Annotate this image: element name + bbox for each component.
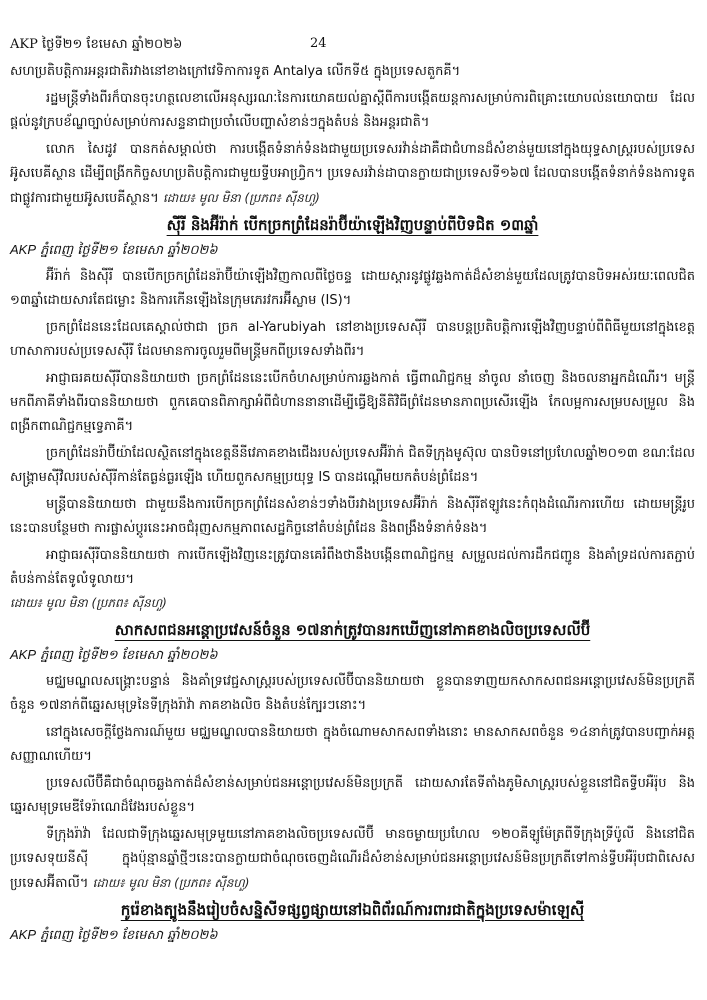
article-2-dateline-agency: AKP [10, 647, 37, 662]
article-3-title: កូរ៉េខាងត្បូងនឹងរៀបចំសន្និសីទផ្សព្វផ្សាយនៅឯពិព័រណ៍ការពារជាតិក្នុងប្រទេសម៉ាឡេស៊ី [120, 901, 585, 919]
header-dateline: AKP ថ្ងៃទី២១ ខែមេសា ឆ្នាំ២០២៦ [10, 37, 183, 52]
article-2-dateline [10, 643, 695, 668]
article-1-dateline-text: ភ្នំពេញ ថ្ងៃទី២១ ខែមេសា ឆ្នាំ២០២៦ [40, 243, 218, 258]
article-1-title: ស៊ីរី និងអ៊ីរ៉ាក់ បើកច្រកព្រំដែនរ៉ាប៊ីយ៉ាឡើងវិញបន្ទាប់ពីបិទជិត ១៣ឆ្នាំ [166, 216, 539, 234]
article-1-paragraph-2: ច្រកព្រំដែននេះដែលគេស្គាល់ថាជា ច្រក al-Yarubiyah នៅខាងប្រទេសស៊ីរី បានបន្តប្រតិបត្តិការឡើងវិញបន្ទាប់ពីពិធីមួយនៅក្នុងខេត្តហាសាការបស់ប្រទេសស៊ីរី ដែលមានការចូលរួមពីមន្ត្រីមកពីប្រទេសទាំងពីរ។ [10, 320, 695, 359]
article-1-dateline [10, 238, 695, 263]
article-3-dateline-text: ភ្នំពេញ ថ្ងៃទី២១ ខែមេសា ឆ្នាំ២០២៦ [40, 928, 218, 943]
article-2-paragraph-4-text: ទីក្រុងរ៉ាវ៉ា ដែលជាទីក្រុងឆ្នេរសមុទ្រមួយនៅភាគខាងលិចប្រទេសលីប៊ី មានចម្ងាយប្រហែល ១២០គីឡូម៉ែត្រពីទីក្រុងទ្រីប៉ូលី និងនៅជិតប្រទេសទុយនីស៊ី ក្នុងប៉ុន្មានឆ្នាំថ្មីៗនេះបានក្លាយជាចំណុចចេញដំណើរដ៏សំខាន់សម្រាប់ជនអន្តោប្រវេសន៍មិនប្រក្រតីទៅកាន់ទ្វីបអឺរ៉ុបជាពិសេសប្រទេសអ៊ីតាលី។ [10, 827, 695, 891]
spacer [10, 613, 695, 617]
page-number: 24 [310, 36, 327, 51]
article-2-byline: ដោយ៖ មូល មិនា (ប្រភព៖ ស៊ីនហួ) [92, 876, 250, 890]
article-2-paragraph-4 [10, 823, 695, 896]
article-1-paragraph-6: អាជ្ញាធរស៊ីរីបាននិយាយថា ការបើកឡើងវិញនេះត្រូវបានគេរំពឹងថានឹងបង្កើនពាណិជ្ជកម្ម សម្រួលដល់ការដឹកជញ្ជូន និងគាំទ្រដល់ការតភ្ជាប់តំបន់កាន់តែទូលំទូលាយ។ [10, 548, 695, 587]
article-1-dateline-agency: AKP [10, 242, 37, 257]
article-1-paragraph-4: ច្រកព្រំដែនរ៉ាប៊ីយ៉ាដែលស្ថិតនៅក្នុងខេត្តនីនីវេភាគខាងជើងរបស់ប្រទេសអ៊ីរ៉ាក់ ជិតទីក្រុងមូស៊ុល បានបិទនៅប្រហែលឆ្នាំ២០១៣ ខណៈដែលសង្គ្រាមស៊ីវិលរបស់ស៊ីរីកាន់តែធ្ងន់ធ្ងរឡើង ហើយពួកសកម្មប្រយុទ្ធ IS បានដណ្តើមយកតំបន់ព្រំដែន។ [10, 446, 695, 485]
article-2-title: សាកសពជនអន្តោប្រវេសន៍ចំនួន ១៧នាក់ត្រូវបានរកឃើញនៅភាគខាងលិចប្រទេសលីប៊ី [114, 621, 591, 639]
article-1-paragraph-5: មន្ត្រីបាននិយាយថា ជាមួយនឹងការបើកច្រកព្រំដែនសំខាន់ៗទាំងបីរវាងប្រទេសអ៊ីរ៉ាក់ និងស៊ីរីឥឡូវនេះកំពុងដំណើរការហើយ ដោយមន្ត្រីរូបនេះបានបន្ថែមថា ការផ្លាស់ប្តូរនេះអាចជំរុញសកម្មភាពសេដ្ឋកិច្ចនៅតំបន់ព្រំដែន និងពង្រឹងទំនាក់ទំនង។ [10, 497, 695, 536]
article-2-dateline-text: ភ្នំពេញ ថ្ងៃទី២១ ខែមេសា ឆ្នាំ២០២៦ [40, 648, 218, 663]
intro-paragraph-3 [10, 138, 695, 211]
intro-byline: ដោយ៖ មូល មិនា (ប្រភព៖ ស៊ីនហួ) [163, 191, 320, 205]
article-1-paragraph-1: អ៊ីរ៉ាក់ និងស៊ីរី បានបើកច្រកព្រំដែនរ៉ាប៊ីយ៉ាឡើងវិញកាលពីថ្ងៃចន្ទ ដោយស្តារនូវផ្លូវឆ្លងកាត់ដ៏សំខាន់មួយដែលត្រូវបានបិទអស់រយៈពេលជិត ១៣ឆ្នាំដោយសារតែជម្លោះ និងការកើនឡើងនៃក្រុមភេរវករអ៊ីស្លាម (IS)។ [10, 269, 695, 308]
article-2-paragraph-2: នៅក្នុងសេចក្តីថ្លែងការណ៍មួយ មជ្ឈមណ្ឌលបាននិយាយថា ក្នុងចំណោមសាកសពទាំងនោះ មានសាកសពចំនួន ១៤នាក់ត្រូវបានបញ្ជាក់អត្តសញ្ញាណហើយ។ [10, 725, 695, 764]
article-1-byline: ដោយ៖ មូល មិនា (ប្រភព៖ ស៊ីនហួ) [10, 596, 167, 610]
article-2-paragraph-1: មជ្ឈមណ្ឌលសង្គ្រោះបន្ទាន់ និងគាំទ្រវេជ្ជសាស្ត្ររបស់ប្រទេសលីប៊ីបាននិយាយថា ខ្លួនបានទាញយកសាកសពជនអន្តោប្រវេសន៍មិនប្រក្រតីចំនួន ១៧នាក់ពីឆ្នេរសមុទ្រនៃទីក្រុងរ៉ាវ៉ា ភាគខាងលិច និងតំបន់ក្បែរៗនោះ។ [10, 674, 695, 713]
intro-paragraph-2: រដ្ឋមន្ត្រីទាំងពីរក៏បានចុះហត្ថលេខាលើអនុស្សរណៈនៃការយោគយល់គ្នាស្តីពីការបង្កើតយន្តការសម្រាប់ការពិគ្រោះយោបល់នយោបាយ ដែលផ្តល់នូវក្របខ័ណ្ឌច្បាប់សម្រាប់ការសន្ទនាជាប្រចាំលើបញ្ហាសំខាន់ៗក្នុងតំបន់ និងអន្តរជាតិ។ [10, 91, 695, 130]
article-2-paragraph-3: ប្រទេសលីប៊ីគឺជាចំណុចឆ្លងកាត់ដ៏សំខាន់សម្រាប់ជនអន្តោប្រវេសន៍មិនប្រក្រតី ដោយសារតែទីតាំងភូមិសាស្ត្ររបស់ខ្លួននៅជិតទ្វីបអឺរ៉ុប និងឆ្នេរសមុទ្រមេឌីទែរ៉ាណេដ៏វែងរបស់ខ្លួន។ [10, 776, 695, 815]
article-1-paragraph-3: អាជ្ញាធរគយស៊ីរីបាននិយាយថា ច្រកព្រំដែននេះបើកចំហសម្រាប់ការឆ្លងកាត់ ធ្វើពាណិជ្ជកម្ម នាំចូល នាំចេញ និងចលនាអ្នកដំណើរ។ មន្ត្រីមកពីភាគីទាំងពីរបាននិយាយថា ពួកគេបានពិភាក្សាអំពីជំហាននានាដើម្បីធ្វើឱ្យនីតិវិធីព្រំដែនមានភាពប្រសើរឡើង កែលម្អការសម្របសម្រួល និងពង្រីកពាណិជ្ជកម្មទ្វេភាគី។ [10, 371, 695, 434]
article-3-dateline [10, 923, 695, 948]
article-3-dateline-agency: AKP [10, 927, 37, 942]
page-content [10, 60, 695, 950]
intro-paragraph-3-text: លោក សៃដូវ បានកត់សម្គាល់ថា ការបង្កើតទំនាក់ទំនងជាមួយប្រទេសរវ៉ាន់ដាគឺជាជំហានដ៏សំខាន់មួយនៅក្នុងយុទ្ធសាស្ត្ររបស់ប្រទេសអ៊ូសបេគីស្ថាន ដើម្បីពង្រីកកិច្ចសហប្រតិបត្តិការជាមួយទ្វីបអាហ្វ្រិក។ ប្រទេសរវ៉ាន់ដាបានក្លាយជាប្រទេសទី១៦៧ ដែលបានបង្កើតទំនាក់ទំនងការទូតជាផ្លូវការជាមួយអ៊ូសបេគីស្ថាន។ [10, 142, 695, 206]
intro-paragraph-1: សហប្រតិបត្តិការអន្តរជាតិរវាងនៅខាងក្រៅវេទិកាការទូត Antalya លើកទី៥ ក្នុងប្រទេសតួកគី។ [10, 64, 461, 79]
page-header [10, 36, 697, 54]
